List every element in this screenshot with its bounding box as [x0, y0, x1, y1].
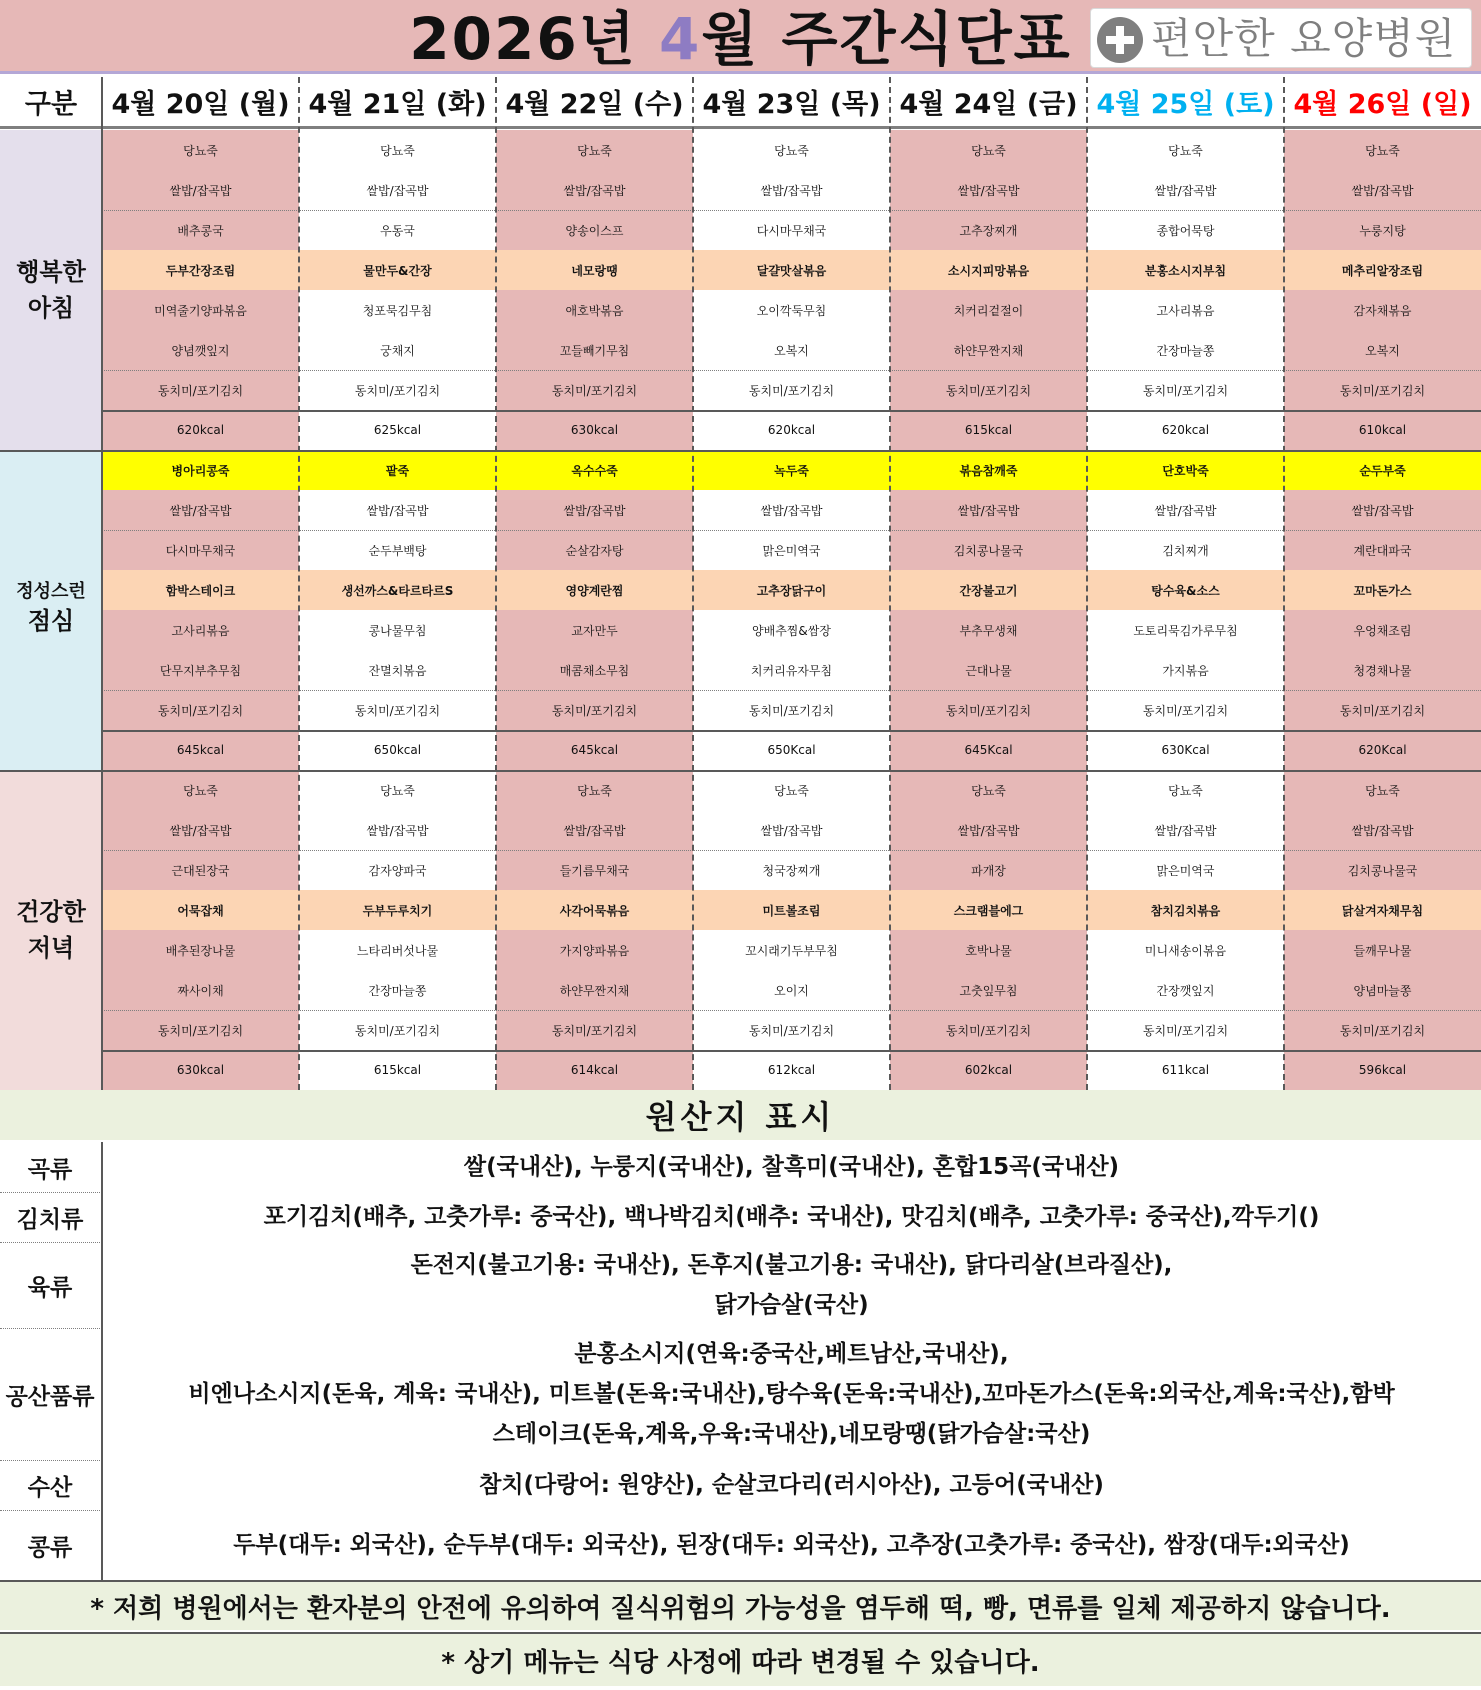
menu-item: 동치미/포기김치	[1284, 690, 1481, 730]
menu-item: 매콤채소무침	[496, 650, 693, 690]
origin-detail-line: 비엔나소시지(돈육, 계육: 국내산), 미트볼(돈육:국내산),탕수육(돈육:국내산),꼬마돈가스(돈육:외국산,계육:국산),함박	[188, 1381, 1395, 1407]
menu-item: 쌀밥/잡곡밥	[1284, 810, 1481, 850]
origin-detail	[102, 1460, 1481, 1510]
menu-item: 두부두루치기	[299, 890, 496, 930]
origin-detail	[102, 1510, 1481, 1580]
menu-item: 쌀밥/잡곡밥	[693, 170, 890, 210]
menu-item: 동치미/포기김치	[102, 690, 299, 730]
menu-item: 순살감자탕	[496, 530, 693, 570]
title-bar	[0, 0, 1481, 74]
menu-item: 오이지	[693, 970, 890, 1010]
kcal-cell: 645Kcal	[890, 730, 1087, 770]
origin-detail	[102, 1142, 1481, 1192]
notice-divider	[0, 1632, 1481, 1634]
origin-title: 원산지 표시	[0, 1090, 1481, 1140]
menu-item: 당뇨죽	[1087, 770, 1284, 810]
menu-item: 사각어묵볶음	[496, 890, 693, 930]
menu-item: 소시지피망볶음	[890, 250, 1087, 290]
menu-item: 청경채나물	[1284, 650, 1481, 690]
menu-item: 당뇨죽	[1284, 770, 1481, 810]
menu-item: 고사리볶음	[102, 610, 299, 650]
menu-item: 호박나물	[890, 930, 1087, 970]
menu-item: 동치미/포기김치	[1284, 1010, 1481, 1050]
menu-item: 동치미/포기김치	[496, 690, 693, 730]
menu-item: 근대된장국	[102, 850, 299, 890]
menu-item: 감자채볶음	[1284, 290, 1481, 330]
menu-item: 치커리유자무침	[693, 650, 890, 690]
menu-item: 느타리버섯나물	[299, 930, 496, 970]
kcal-cell: 615kcal	[299, 1050, 496, 1090]
hospital-logo	[1090, 8, 1472, 68]
menu-item: 동치미/포기김치	[693, 690, 890, 730]
origin-row-divider	[0, 1510, 100, 1511]
origin-column-divider	[101, 1142, 103, 1580]
menu-item: 오이깍둑무침	[693, 290, 890, 330]
row-divider	[102, 1010, 1481, 1011]
hospital-name: 편안한 요양병원	[1151, 14, 1457, 63]
menu-item: 꼬시래기두부무침	[693, 930, 890, 970]
menu-item: 쌀밥/잡곡밥	[102, 490, 299, 530]
meal-label-breakfast	[0, 130, 102, 450]
origin-detail-line: 돈전지(불고기용: 국내산), 돈후지(불고기용: 국내산), 닭다리살(브라질산),	[410, 1252, 1173, 1278]
menu-item: 고추장닭구이	[693, 570, 890, 610]
origin-detail-line: 스테이크(돈육,계육,우육:국내산),네모랑땡(닭가슴살:국산)	[492, 1421, 1091, 1447]
kcal-cell: 630kcal	[102, 1050, 299, 1090]
menu-item: 양송이스프	[496, 210, 693, 250]
kcal-cell: 614kcal	[496, 1050, 693, 1090]
menu-item: 동치미/포기김치	[102, 1010, 299, 1050]
menu-item: 쌀밥/잡곡밥	[693, 810, 890, 850]
menu-item: 동치미/포기김치	[693, 370, 890, 410]
corner-label: 구분	[0, 77, 102, 129]
menu-item: 간장마늘쫑	[299, 970, 496, 1010]
menu-item: 다시마무채국	[102, 530, 299, 570]
menu-item: 근대나물	[890, 650, 1087, 690]
menu-item: 고춧잎무침	[890, 970, 1087, 1010]
menu-item: 당뇨죽	[1087, 130, 1284, 170]
origin-category-label: 콩류	[27, 1534, 73, 1561]
menu-item: 닭살겨자채무침	[1284, 890, 1481, 930]
meal-label-line: 행복한	[16, 258, 86, 286]
kcal-cell: 620kcal	[693, 410, 890, 450]
menu-item: 녹두죽	[693, 450, 890, 490]
menu-item: 어묵잡채	[102, 890, 299, 930]
menu-item: 당뇨죽	[496, 130, 693, 170]
meal-label-dinner	[0, 770, 102, 1090]
origin-category-label: 수산	[27, 1474, 73, 1501]
day-header: 4월 26일 (일)	[1284, 77, 1481, 129]
menu-item: 네모랑땡	[496, 250, 693, 290]
column-divider	[101, 77, 103, 1090]
origin-category-label: 공산품류	[5, 1383, 95, 1410]
origin-detail-line: 닭가슴살(국산)	[714, 1292, 869, 1318]
menu-item: 동치미/포기김치	[496, 1010, 693, 1050]
origin-category-label: 곡류	[27, 1156, 73, 1183]
menu-item: 김치찌개	[1087, 530, 1284, 570]
menu-item: 맑은미역국	[693, 530, 890, 570]
menu-item: 동치미/포기김치	[890, 690, 1087, 730]
title-rest: 월 주간식단표	[701, 5, 1072, 73]
menu-item: 김치콩나물국	[890, 530, 1087, 570]
menu-item: 짜사이채	[102, 970, 299, 1010]
menu-item: 가지양파볶음	[496, 930, 693, 970]
column-divider	[692, 77, 694, 1090]
menu-item: 쌀밥/잡곡밥	[890, 170, 1087, 210]
menu-item: 동치미/포기김치	[693, 1010, 890, 1050]
menu-item: 부추무생채	[890, 610, 1087, 650]
menu-item: 배추콩국	[102, 210, 299, 250]
menu-item: 계란대파국	[1284, 530, 1481, 570]
kcal-cell: 615kcal	[890, 410, 1087, 450]
menu-item: 들깨무나물	[1284, 930, 1481, 970]
menu-item: 오복지	[693, 330, 890, 370]
menu-item: 당뇨죽	[496, 770, 693, 810]
menu-item: 동치미/포기김치	[1087, 370, 1284, 410]
menu-item: 하얀무짠지채	[890, 330, 1087, 370]
menu-item: 쌀밥/잡곡밥	[299, 490, 496, 530]
menu-item: 동치미/포기김치	[102, 370, 299, 410]
menu-item: 간장불고기	[890, 570, 1087, 610]
origin-row-divider	[0, 1242, 100, 1243]
menu-item: 영양계란찜	[496, 570, 693, 610]
day-header: 4월 25일 (토)	[1087, 77, 1284, 129]
menu-item: 물만두&간장	[299, 250, 496, 290]
menu-item: 쌀밥/잡곡밥	[1087, 810, 1284, 850]
menu-item: 쌀밥/잡곡밥	[890, 810, 1087, 850]
menu-item: 파개장	[890, 850, 1087, 890]
kcal-cell: 612kcal	[693, 1050, 890, 1090]
section-divider	[0, 450, 1481, 452]
column-divider	[495, 77, 497, 1090]
origin-detail-line: 포기김치(배추, 고춧가루: 중국산), 백나박김치(배추: 국내산), 맛김치(배추, 고춧가루: 중국산),깍두기()	[263, 1204, 1320, 1230]
menu-item: 고사리볶음	[1087, 290, 1284, 330]
menu-item: 탕수육&소스	[1087, 570, 1284, 610]
title-month: 4	[658, 5, 702, 73]
menu-item: 당뇨죽	[1284, 130, 1481, 170]
menu-item: 미니새송이볶음	[1087, 930, 1284, 970]
menu-item: 간장깻잎지	[1087, 970, 1284, 1010]
menu-item: 쌀밥/잡곡밥	[299, 810, 496, 850]
day-header: 4월 20일 (월)	[102, 77, 299, 129]
menu-item: 양배추찜&쌈장	[693, 610, 890, 650]
menu-item: 동치미/포기김치	[1284, 370, 1481, 410]
meal-label-lunch	[0, 450, 102, 770]
menu-item: 당뇨죽	[299, 770, 496, 810]
menu-item: 우엉채조림	[1284, 610, 1481, 650]
menu-item: 고추장찌개	[890, 210, 1087, 250]
menu-item: 당뇨죽	[299, 130, 496, 170]
menu-item: 쌀밥/잡곡밥	[496, 170, 693, 210]
menu-item: 생선까스&타르타르S	[299, 570, 496, 610]
menu-item: 치커리겉절이	[890, 290, 1087, 330]
menu-item: 동치미/포기김치	[299, 690, 496, 730]
origin-detail-line: 두부(대두: 외국산), 순두부(대두: 외국산), 된장(대두: 외국산), 고추장(고춧가루: 중국산), 쌈장(대두:외국산)	[233, 1532, 1350, 1558]
menu-item: 콩나물무침	[299, 610, 496, 650]
menu-item: 쌀밥/잡곡밥	[1284, 170, 1481, 210]
menu-item: 종합어묵탕	[1087, 210, 1284, 250]
menu-item: 미트볼조림	[693, 890, 890, 930]
menu-item: 동치미/포기김치	[1087, 690, 1284, 730]
menu-item: 쌀밥/잡곡밥	[1087, 490, 1284, 530]
kcal-cell: 620kcal	[1087, 410, 1284, 450]
meal-label-line: 건강한	[16, 898, 86, 926]
meal-label-line: 저녁	[27, 934, 75, 962]
menu-item: 쌀밥/잡곡밥	[299, 170, 496, 210]
origin-row-divider	[0, 1460, 100, 1461]
menu-item: 팥죽	[299, 450, 496, 490]
kcal-cell: 650kcal	[299, 730, 496, 770]
menu-item: 교자만두	[496, 610, 693, 650]
menu-item: 쌀밥/잡곡밥	[102, 170, 299, 210]
menu-item: 쌀밥/잡곡밥	[496, 490, 693, 530]
origin-category-label: 육류	[27, 1274, 73, 1301]
meal-label-line: 아침	[27, 294, 75, 322]
kcal-cell: 610kcal	[1284, 410, 1481, 450]
row-divider	[102, 210, 1481, 211]
kcal-divider	[102, 1050, 1481, 1052]
notice-text: * 상기 메뉴는 식당 사정에 따라 변경될 수 있습니다.	[0, 1634, 1481, 1686]
day-header: 4월 22일 (수)	[496, 77, 693, 129]
menu-item: 애호박볶음	[496, 290, 693, 330]
row-divider	[102, 530, 1481, 531]
menu-item: 당뇨죽	[890, 130, 1087, 170]
origin-detail	[102, 1328, 1481, 1460]
menu-item: 들기름무채국	[496, 850, 693, 890]
day-header: 4월 21일 (화)	[299, 77, 496, 129]
menu-item: 쌀밥/잡곡밥	[1087, 170, 1284, 210]
menu-item: 두부간장조림	[102, 250, 299, 290]
column-divider	[298, 77, 300, 1090]
menu-item: 간장마늘쫑	[1087, 330, 1284, 370]
menu-item: 당뇨죽	[693, 770, 890, 810]
menu-item: 양념마늘쫑	[1284, 970, 1481, 1010]
row-divider	[102, 370, 1481, 371]
column-divider	[1283, 77, 1285, 1090]
menu-item: 김치콩나물국	[1284, 850, 1481, 890]
kcal-cell: 620kcal	[102, 410, 299, 450]
title-year: 2026년	[409, 5, 659, 73]
origin-detail	[102, 1192, 1481, 1242]
kcal-cell: 625kcal	[299, 410, 496, 450]
menu-item: 옥수수죽	[496, 450, 693, 490]
row-divider	[102, 690, 1481, 691]
origin-detail	[102, 1242, 1481, 1328]
menu-item: 가지볶음	[1087, 650, 1284, 690]
menu-item: 동치미/포기김치	[1087, 1010, 1284, 1050]
notice-text: * 저희 병원에서는 환자분의 안전에 유의하여 질식위험의 가능성을 염두해 떡, 빵, 면류를 일체 제공하지 않습니다.	[0, 1582, 1481, 1630]
menu-item: 쌀밥/잡곡밥	[890, 490, 1087, 530]
menu-item: 스크램블에그	[890, 890, 1087, 930]
menu-item: 동치미/포기김치	[496, 370, 693, 410]
menu-item: 당뇨죽	[102, 770, 299, 810]
menu-item: 동치미/포기김치	[890, 370, 1087, 410]
menu-item: 쌀밥/잡곡밥	[1284, 490, 1481, 530]
origin-row-divider	[0, 1192, 100, 1193]
menu-item: 잔멸치볶음	[299, 650, 496, 690]
menu-item: 당뇨죽	[693, 130, 890, 170]
column-divider	[889, 77, 891, 1090]
kcal-cell: 645kcal	[102, 730, 299, 770]
menu-item: 분홍소시지부침	[1087, 250, 1284, 290]
menu-item: 미역줄기양파볶음	[102, 290, 299, 330]
origin-detail-line: 쌀(국내산), 누룽지(국내산), 찰흑미(국내산), 혼합15곡(국내산)	[463, 1154, 1120, 1180]
kcal-cell: 650Kcal	[693, 730, 890, 770]
kcal-divider	[102, 410, 1481, 412]
origin-detail-line: 참치(다랑어: 원양산), 순살코다리(러시아산), 고등어(국내산)	[479, 1472, 1104, 1498]
menu-item: 쌀밥/잡곡밥	[496, 810, 693, 850]
menu-item: 메추리알장조림	[1284, 250, 1481, 290]
menu-item: 오복지	[1284, 330, 1481, 370]
kcal-cell: 630Kcal	[1087, 730, 1284, 770]
menu-item: 단호박죽	[1087, 450, 1284, 490]
menu-item: 우동국	[299, 210, 496, 250]
menu-item: 쌀밥/잡곡밥	[102, 810, 299, 850]
hospital-cross-icon	[1097, 17, 1143, 63]
menu-item: 동치미/포기김치	[890, 1010, 1087, 1050]
meal-label-line: 점심	[27, 607, 75, 635]
menu-item: 도토리묵김가루무침	[1087, 610, 1284, 650]
origin-detail-line: 분홍소시지(연육:중국산,베트남산,국내산),	[574, 1341, 1009, 1367]
origin-row-divider	[0, 1328, 100, 1329]
menu-item: 하얀무짠지채	[496, 970, 693, 1010]
kcal-cell: 645kcal	[496, 730, 693, 770]
meal-label-small: 정성스런	[16, 581, 86, 602]
menu-item: 배추된장나물	[102, 930, 299, 970]
section-divider	[0, 770, 1481, 772]
menu-item: 맑은미역국	[1087, 850, 1284, 890]
menu-item: 청포묵김무침	[299, 290, 496, 330]
menu-item: 꼬마돈가스	[1284, 570, 1481, 610]
menu-item: 누룽지탕	[1284, 210, 1481, 250]
menu-item: 동치미/포기김치	[299, 370, 496, 410]
menu-item: 함박스테이크	[102, 570, 299, 610]
column-divider	[1086, 77, 1088, 1090]
menu-item: 순두부백탕	[299, 530, 496, 570]
day-header: 4월 24일 (금)	[890, 77, 1087, 129]
origin-category-label: 김치류	[16, 1206, 84, 1233]
menu-item: 순두부죽	[1284, 450, 1481, 490]
menu-item: 당뇨죽	[890, 770, 1087, 810]
menu-item: 참치김치볶음	[1087, 890, 1284, 930]
kcal-divider	[102, 730, 1481, 732]
kcal-cell: 602kcal	[890, 1050, 1087, 1090]
menu-item: 꼬들빼기무침	[496, 330, 693, 370]
menu-item: 병아리콩죽	[102, 450, 299, 490]
menu-item: 동치미/포기김치	[299, 1010, 496, 1050]
menu-item: 볶음참깨죽	[890, 450, 1087, 490]
notice-divider	[0, 1580, 1481, 1582]
day-header: 4월 23일 (목)	[693, 77, 890, 129]
kcal-cell: 630kcal	[496, 410, 693, 450]
kcal-cell: 620Kcal	[1284, 730, 1481, 770]
kcal-cell: 596kcal	[1284, 1050, 1481, 1090]
menu-item: 당뇨죽	[102, 130, 299, 170]
menu-item: 단무지부추무침	[102, 650, 299, 690]
menu-item: 양념깻잎지	[102, 330, 299, 370]
menu-item: 감자양파국	[299, 850, 496, 890]
menu-item: 다시마무채국	[693, 210, 890, 250]
menu-item: 쌀밥/잡곡밥	[693, 490, 890, 530]
row-divider	[102, 850, 1481, 851]
kcal-cell: 611kcal	[1087, 1050, 1284, 1090]
menu-item: 달걀맛살볶음	[693, 250, 890, 290]
menu-item: 청국장찌개	[693, 850, 890, 890]
menu-item: 궁채지	[299, 330, 496, 370]
